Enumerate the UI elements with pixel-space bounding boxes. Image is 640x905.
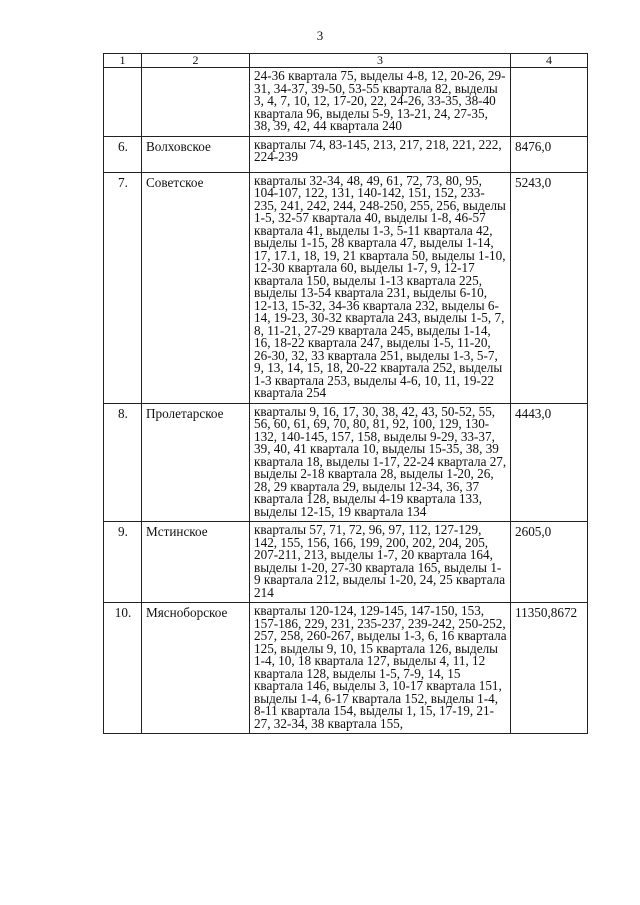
row-number xyxy=(104,68,142,137)
district-name: Пролетарское xyxy=(142,403,250,522)
row-number: 8. xyxy=(104,403,142,522)
quarters-description: кварталы 57, 71, 72, 96, 97, 112, 127-129, 142, 155, 156, 166, 199, 200, 202, 204, 205, 207-211, 213, выделы 1-7, 20 квартала 164, выделы 1-20, 27-30 квартала 165, выделы 1-9 квартала 212, выделы 1-20, 24, 25 квартала 214 xyxy=(250,522,511,603)
header-cell-2: 2 xyxy=(142,54,250,68)
row-number: 6. xyxy=(104,136,142,172)
quarters-description: кварталы 9, 16, 17, 30, 38, 42, 43, 50-52, 55, 56, 60, 61, 69, 70, 80, 81, 92, 100, 129, 130-132, 140-145, 157, 158, выделы 9-29, 33-37, 39, 40, 41 квартала 10, выделы 15-35, 38, 39 квартала 18, выделы 1-17, 22-24 квартала 27, выделы 2-18 квартала 28, выделы 1-20, 26, 28, 29 квартала 29, выделы 12-34, 36, 37 квартала 128, выделы 4-19 квартала 133, выделы 12-15, 19 квартала 134 xyxy=(250,403,511,522)
forestry-districts-table xyxy=(103,53,588,734)
district-name: Советское xyxy=(142,172,250,403)
header-cell-3: 3 xyxy=(250,54,511,68)
table-row xyxy=(104,68,588,137)
district-name: Мстинское xyxy=(142,522,250,603)
row-number: 10. xyxy=(104,603,142,734)
quarters-description: кварталы 120-124, 129-145, 147-150, 153, 157-186, 229, 231, 235-237, 239-242, 250-252, 257, 258, 260-267, выделы 1-3, 6, 16 квартала 125, выделы 9, 10, 15 квартала 126, выделы 1-4, 10, 18 квартала 127, выделы 4, 11, 12 квартала 128, выделы 1-5, 7-9, 14, 15 квартала 146, выделы 3, 10-17 квартала 151, выделы 1-4, 6-17 квартала 152, выделы 1-4, 8-11 квартала 154, выделы 1, 15, 17-19, 21-27, 32-34, 38 квартала 155, xyxy=(250,603,511,734)
row-number: 9. xyxy=(104,522,142,603)
table-row xyxy=(104,522,588,603)
header-cell-1: 1 xyxy=(104,54,142,68)
table-row xyxy=(104,172,588,403)
district-name xyxy=(142,68,250,137)
area-value xyxy=(511,68,588,137)
district-name: Волховское xyxy=(142,136,250,172)
header-cell-4: 4 xyxy=(511,54,588,68)
quarters-description: 24-36 квартала 75, выделы 4-8, 12, 20-26, 29-31, 34-37, 39-50, 53-55 квартала 82, выделы 3, 4, 7, 10, 12, 17-20, 22, 24-26, 33-35, 38-40 квартала 96, выделы 5-9, 13-21, 24, 27-35, 38, 39, 42, 44 квартала 240 xyxy=(250,68,511,137)
area-value: 8476,0 xyxy=(511,136,588,172)
quarters-description: кварталы 74, 83-145, 213, 217, 218, 221, 222, 224-239 xyxy=(250,136,511,172)
table-row xyxy=(104,136,588,172)
area-value: 2605,0 xyxy=(511,522,588,603)
area-value: 11350,8672 xyxy=(511,603,588,734)
quarters-description: кварталы 32-34, 48, 49, 61, 72, 73, 80, 95, 104-107, 122, 131, 140-142, 151, 152, 233-235, 241, 242, 244, 248-250, 255, 256, выделы 1-5, 32-57 квартала 40, выделы 1-8, 46-57 квартала 41, выделы 1-3, 5-11 квартала 42, выделы 1-15, 28 квартала 47, выделы 1-14, 17, 17.1, 18, 19, 21 квартала 50, выделы 1-10, 12-30 квартала 60, выделы 1-7, 9, 12-17 квартала 150, выделы 1-13 квартала 225, выделы 13-54 квартала 231, выделы 6-10, 12-13, 15-32, 34-36 квартала 232, выделы 6-14, 19-23, 30-32 квартала 243, выделы 1-5, 7, 8, 11-21, 27-29 квартала 245, выделы 1-14, 16, 18-22 квартала 247, выделы 1-5, 11-20, 26-30, 32, 33 квартала 251, выделы 1-3, 5-7, 9, 13, 14, 15, 18, 20-22 квартала 252, выделы 1-3 квартала 253, выделы 4-6, 10, 11, 19-22 квартала 254 xyxy=(250,172,511,403)
page-number: 3 xyxy=(316,28,324,43)
table-header-row xyxy=(104,54,588,68)
table-row xyxy=(104,403,588,522)
table-row xyxy=(104,603,588,734)
area-value: 4443,0 xyxy=(511,403,588,522)
district-name: Мясноборское xyxy=(142,603,250,734)
area-value: 5243,0 xyxy=(511,172,588,403)
row-number: 7. xyxy=(104,172,142,403)
